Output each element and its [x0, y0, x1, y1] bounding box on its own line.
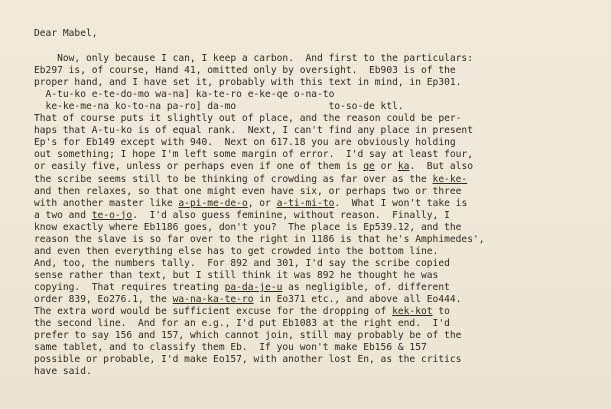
line-text: and even then everything else has to get crowded into the bottom line. [34, 245, 439, 257]
letter-line [34, 77, 594, 89]
line-text: And, too, the numbers tally. For 892 and 301, I'd say the scribe copied [34, 257, 450, 269]
letter-line [34, 234, 594, 246]
letter-line [34, 137, 594, 149]
line-text: , or [247, 197, 277, 209]
line-text: haps that A-tu-ko is of equal rank. Next, I can't find any place in present [34, 125, 473, 137]
letter-line [34, 65, 594, 77]
letter-line [34, 125, 594, 137]
line-text: out something; I hope I'm left some margin of error. I'd say at least four, [34, 149, 473, 161]
letter-line [34, 222, 594, 234]
line-text: same tablet, and to classify them Eb. If you won't make Eb156 & 157 [34, 342, 427, 354]
line-text: The extra word would be sufficient excuse for the dropping of [34, 306, 393, 318]
letter-line [34, 306, 594, 318]
underlined-word: pa-da-je-u [224, 281, 283, 293]
letter-line [34, 101, 594, 113]
letter-line [34, 366, 594, 378]
line-text: to [432, 306, 450, 318]
letter-line [34, 89, 594, 101]
underlined-word: ka [397, 161, 410, 173]
letter-line [34, 294, 594, 306]
line-text: know exactly where Eb1186 goes, don't you? The place is Ep539.12, and the [34, 221, 462, 233]
line-text: with another master like [34, 197, 179, 209]
underlined-word: ke-ke- [432, 173, 468, 185]
letter-line [34, 282, 594, 294]
underlined-word: qe [363, 161, 375, 173]
underlined-word: te-o-jo [91, 209, 133, 221]
line-text: Now, only because I can, I keep a carbon. And first to the particulars: [34, 53, 473, 65]
line-text: A-tu-ko e-te-do-mo wa-na] ka-te-ro e-ke-qe o-na-to [34, 89, 335, 101]
letter-line [34, 342, 594, 354]
line-text: . But also [409, 161, 474, 173]
letter-line [34, 354, 594, 366]
line-text: in Eo371 etc., and above all Eo444. [253, 293, 462, 305]
line-text: proper hand, and I have set it, probably with this text in mind, in Ep301. [34, 77, 462, 89]
letter-line [34, 318, 594, 330]
line-text: copying. That requires treating [34, 281, 225, 293]
letter-line [34, 113, 594, 125]
letter-line [34, 330, 594, 342]
line-text: . What I won't take is [334, 197, 468, 209]
line-text: possible or probable, I'd make Eo157, with another lost En, as the critics [34, 354, 462, 366]
letter-line [34, 53, 594, 65]
letter-line [34, 161, 594, 173]
salutation: Dear Mabel, [34, 28, 98, 39]
line-text: the second line. And for an e.g., I'd put Eb1083 at the right end. I'd [34, 318, 450, 330]
line-text: That of course puts it slightly out of place, and the reason could be per- [34, 113, 462, 125]
line-text: have said. [34, 366, 92, 378]
line-text: as negligible, of. different [282, 281, 450, 293]
underlined-word: a-pi-me-de-o [178, 197, 248, 209]
line-text: ke-ke-me-na ko-to-na pa-ro] da-mo to-so-de ktl. [34, 101, 404, 113]
letter-line [34, 270, 594, 282]
line-text: or easily five, unless or perhaps even if one of them is [34, 161, 364, 173]
line-text: a two and [34, 209, 92, 221]
letter-line [34, 258, 594, 270]
letter-line [34, 210, 594, 222]
line-text: Eb297 is, of course, Hand 41, omitted only by oversight. Eb903 is of the [34, 65, 456, 77]
typewritten-letter [34, 28, 594, 378]
underlined-word: kek-kot [392, 306, 433, 318]
letter-line [34, 186, 594, 198]
letter-line [34, 149, 594, 161]
underlined-word: a-ti-mi-to [276, 197, 335, 209]
line-text: and then relaxes, so that one might even have six, or perhaps two or three [34, 185, 462, 197]
line-text: . I'd also guess feminine, without reason. Finally, I [132, 209, 450, 221]
line-text: the scribe seems still to be thinking of crowding as far over as the [34, 173, 433, 185]
line-text: Ep's for Eb149 except with 940. Next on 617.18 you are obviously holding [34, 137, 456, 149]
underlined-word: wa-na-ka-te-ro [172, 293, 254, 305]
letter-line [34, 246, 594, 258]
letter-line [34, 174, 594, 186]
line-text: prefer to say 156 and 157, which cannot join, still may probably be of the [34, 330, 462, 342]
line-text: reason the slave is so far over to the right in 1186 is that he's Amphimedes', [34, 233, 485, 245]
line-text: order 839, Eo276.1, the [34, 293, 173, 305]
line-text: or [374, 161, 398, 173]
line-text: sense rather than text, but I still think it was 892 he thought he was [34, 269, 439, 281]
letter-body [34, 53, 594, 378]
letter-line [34, 198, 594, 210]
